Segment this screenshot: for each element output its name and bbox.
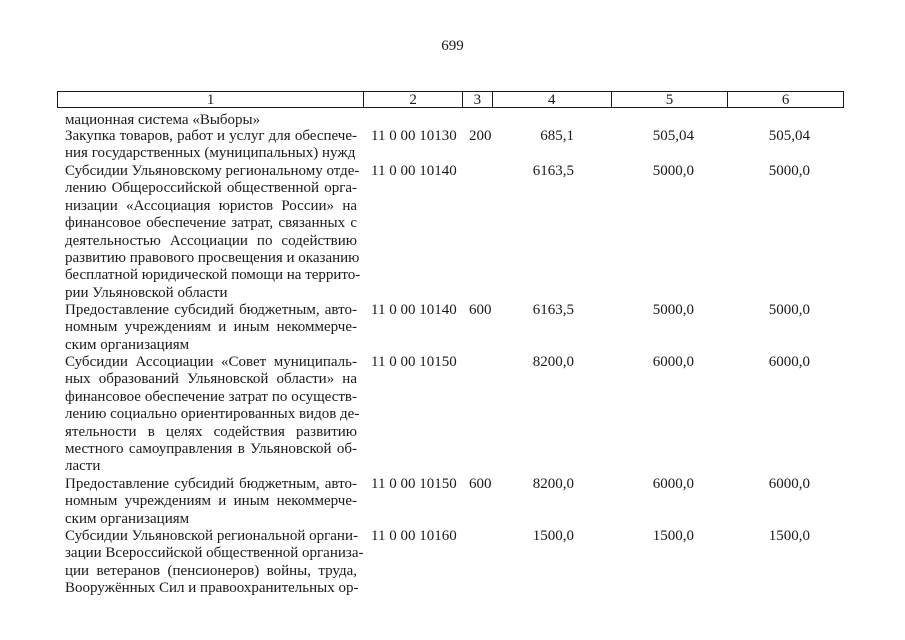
row-description [65,163,361,302]
description-line: Закупка товаров, работ и услуг для обеспече- [65,128,357,144]
header-col-2: 2 [364,92,463,107]
row-description [65,302,357,354]
header-col-5: 5 [612,92,729,107]
table-row [0,476,905,528]
header-col-4: 4 [493,92,612,107]
row-value-col6: 505,04 [768,128,810,144]
description-line: ятельности в целях содействия развитию [65,423,357,440]
description-line: финансовое обеспечение затрат по осуществ- [65,388,357,405]
row-value-col5: 5000,0 [652,302,694,318]
row-code: 11 0 00 10150 [371,354,457,370]
description-line: лению социально ориентированных видов де- [65,406,360,423]
row-value-col5: 5000,0 [652,163,694,179]
description-line: местного самоуправления в Ульяновской об- [65,441,357,458]
row-value-col5: 6000,0 [652,476,694,492]
table-row [0,163,905,302]
description-line: мационная система «Выборы» [65,112,261,128]
page-number: 699 [441,38,464,54]
description-line: номным учреждениям и иным некоммерче- [65,493,357,510]
description-line: Субсидии Ассоциации «Совет муниципаль- [65,354,357,370]
row-value-col5: 505,04 [652,128,694,144]
description-line: лению Общероссийской общественной орга- [65,180,357,197]
row-value-col4: 6163,5 [532,302,574,318]
row-value-col4: 1500,0 [532,528,574,544]
row-description [65,476,357,528]
description-line: зации Всероссийской общественной организа- [65,545,364,562]
row-description [65,128,357,163]
description-line: Вооружённых Сил и правоохранительных ор- [65,580,359,597]
row-code: 11 0 00 10140 [371,163,457,179]
header-col-3: 3 [463,92,493,107]
row-value-col6: 5000,0 [768,302,810,318]
row-value-col6: 6000,0 [768,476,810,492]
row-value-col6: 6000,0 [768,354,810,370]
description-line: ции ветеранов (пенсионеров) войны, труда, [65,562,357,579]
row-value-col6: 1500,0 [768,528,810,544]
description-line: ласти [65,458,101,475]
description-line: Предоставление субсидий бюджетным, авто- [65,476,357,492]
description-line: рии Ульяновской области [65,284,228,301]
description-line: развитию правового просвещения и оказанию [65,250,360,267]
table-header [57,91,844,108]
row-value-col5: 6000,0 [652,354,694,370]
row-value-col4: 685,1 [540,128,574,144]
row-description [65,528,364,598]
row-code: 11 0 00 10150 [371,476,457,492]
row-value-col6: 5000,0 [768,163,810,179]
description-line: ским организациям [65,336,190,353]
row-code: 11 0 00 10140 [371,302,457,318]
description-line: номным учреждениям и иным некоммерче- [65,319,357,336]
row-value-col4: 8200,0 [532,476,574,492]
description-line: бесплатной юридической помощи на террито- [65,267,361,284]
table-row [0,112,905,129]
row-expense-type: 200 [469,128,492,144]
row-expense-type: 600 [469,302,492,318]
row-description [65,354,360,476]
row-code: 11 0 00 10160 [371,528,457,544]
description-line: ных образований Ульяновской области» на [65,371,357,388]
row-value-col4: 8200,0 [532,354,574,370]
table-row [0,302,905,354]
table-row [0,354,905,476]
description-line: ния государственных (муниципальных) нужд [65,145,356,162]
description-line: Предоставление субсидий бюджетным, авто- [65,302,357,318]
row-code: 11 0 00 10130 [371,128,457,144]
description-line: Субсидии Ульяновской региональной органи- [65,528,358,544]
row-description [65,112,357,129]
table-row [0,528,905,598]
description-line: ским организациям [65,510,190,527]
row-expense-type: 600 [469,476,492,492]
description-line: Субсидии Ульяновскому региональному отде- [65,163,360,179]
table-row [0,128,905,163]
description-line: деятельностью Ассоциации по содействию [65,232,357,249]
row-value-col5: 1500,0 [652,528,694,544]
row-value-col4: 6163,5 [532,163,574,179]
description-line: финансовое обеспечение затрат, связанных с [65,215,357,232]
description-line: низации «Ассоциация юристов России» на [65,197,357,214]
header-col-1: 1 [58,92,364,107]
header-col-6: 6 [781,92,790,108]
